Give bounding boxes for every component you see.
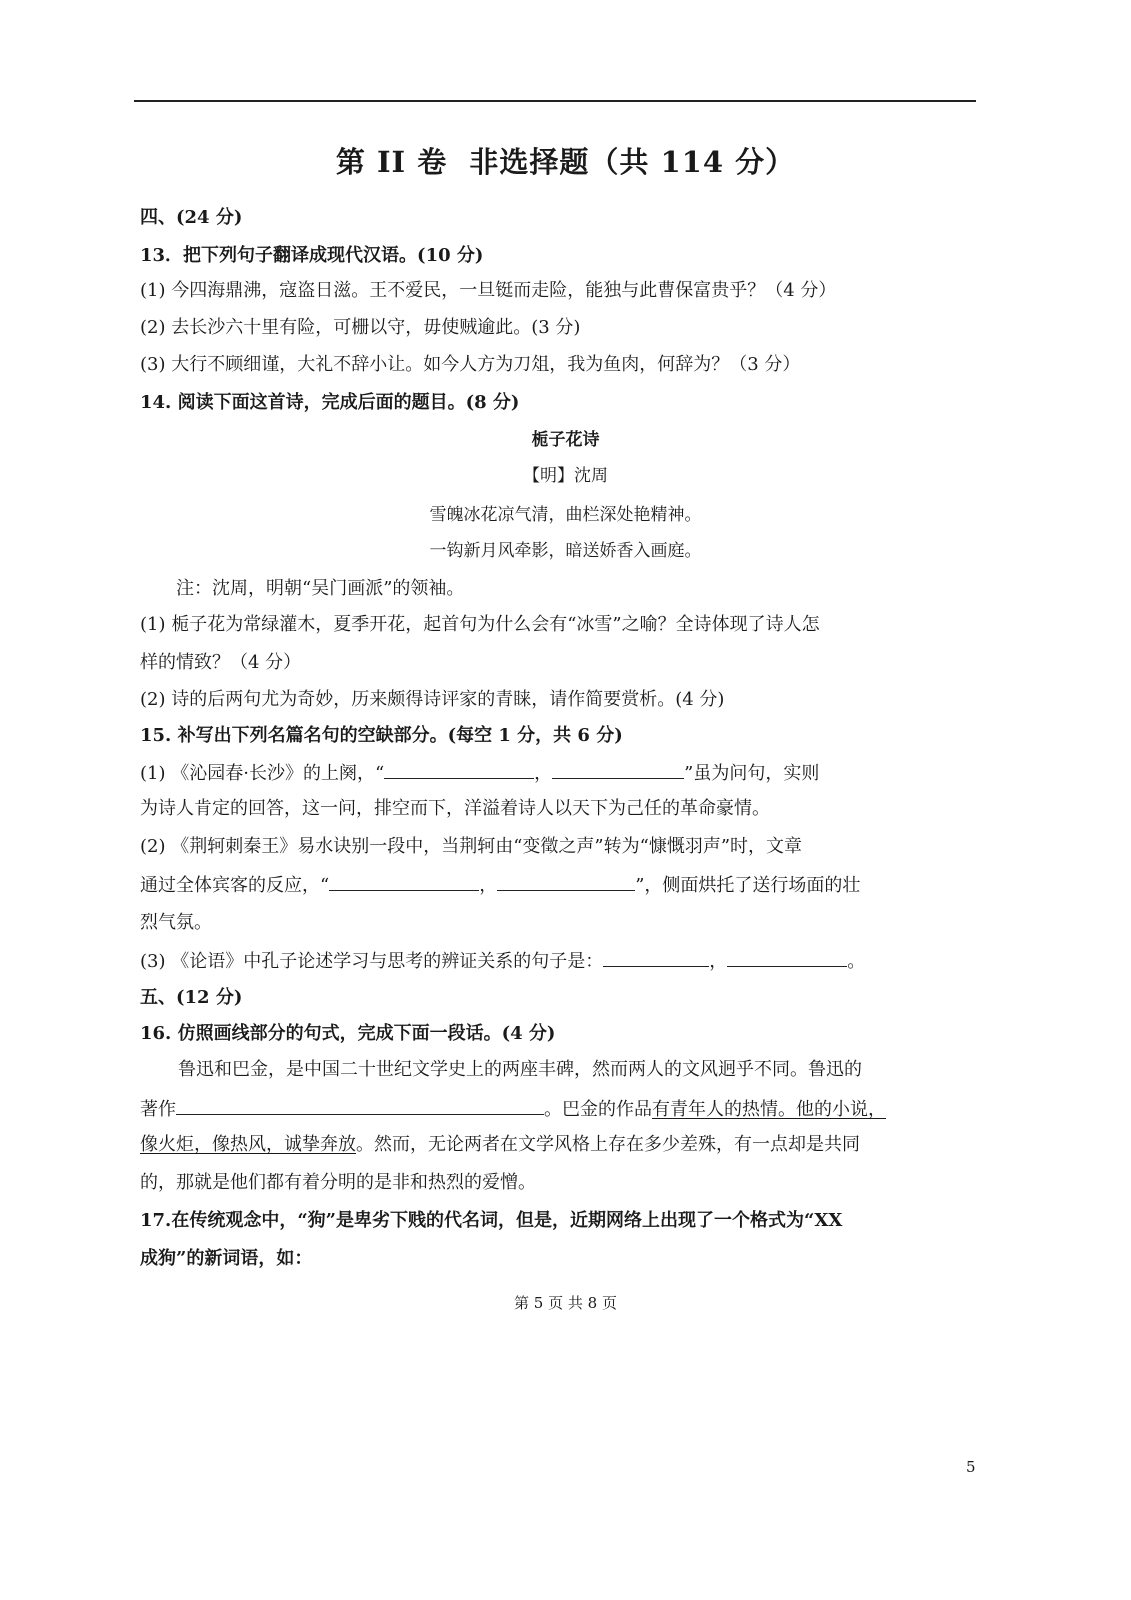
page-title: 第 II 卷 非选择题（共 114 分）: [335, 145, 796, 179]
q16-underlined-text: 有青年人的热情。他的小说，: [652, 1099, 886, 1120]
section-4-header: 四、(24 分): [140, 207, 243, 228]
q15-item-2-text-b: ”，侧面烘托了送行场面的壮: [635, 875, 861, 896]
q14-item-1: (1) 栀子花为常绿灌木，夏季开花，起首句为什么会有“冰雪”之喻？全诗体现了诗人怎: [140, 614, 820, 635]
q15-comma: ，: [709, 951, 728, 972]
q13-item-1: (1) 今四海鼎沸，寇盗日滋。王不爱民，一旦铤而走险，能独与此曹保富贵乎？（4 分）: [140, 280, 837, 301]
q15-item-3: [140, 948, 865, 974]
q17-line-2: 成狗”的新词语，如：: [140, 1248, 313, 1269]
q16-text-c: 。然而，无论两者在文学风格上存在多少差殊，有一点却是共同: [356, 1134, 860, 1155]
q16-para-line-2: [140, 1096, 886, 1122]
q15-item-3-text: (3) 《论语》中孔子论述学习与思考的辨证关系的句子是：: [140, 951, 604, 972]
q16-para-line-4: 的，那就是他们都有着分明的是非和热烈的爱憎。: [140, 1172, 536, 1193]
answer-blank[interactable]: [329, 872, 479, 891]
q15-comma: ，: [534, 763, 553, 784]
q13-item-3: (3) 大行不顾细谨，大礼不辞小让。如今人方为刀俎，我为鱼肉，何辞为？（3 分）: [140, 354, 801, 375]
section-5-header: 五、(12 分): [140, 987, 243, 1008]
top-rule: [134, 100, 976, 102]
q15-item-1-text-b: ”虽为问句，实则: [684, 763, 820, 784]
q15-period: 。: [847, 951, 866, 972]
poem-line-1: 雪魄冰花凉气清，曲栏深处艳精神。: [429, 505, 702, 525]
q16-underlined-text: 像火炬，像热风，诚挚奔放: [140, 1134, 356, 1155]
q16-para-line-1: 鲁迅和巴金，是中国二十世纪文学史上的两座丰碑，然而两人的文风迥乎不同。鲁迅的: [178, 1059, 862, 1080]
q14-item-1-cont: 样的情致？（4 分）: [140, 652, 302, 673]
q15-item-2-cont: [140, 872, 860, 898]
q15-item-1-cont: 为诗人肯定的回答，这一问，排空而下，洋溢着诗人以天下为己任的革命豪情。: [140, 798, 770, 819]
poem-author: 【明】沈周: [523, 466, 608, 486]
q13-item-2: (2) 去长沙六十里有险，可栅以守，毋使贼逾此。(3 分): [140, 317, 581, 338]
q16-text-b: 。巴金的作品: [544, 1099, 652, 1120]
poem-line-2: 一钩新月风牵影，暗送娇香入画庭。: [429, 541, 702, 561]
q15-stem: 15. 补写出下列名篇名句的空缺部分。(每空 1 分，共 6 分): [140, 725, 623, 746]
q15-item-2-text-a: 通过全体宾客的反应，“: [140, 875, 330, 896]
q16-stem: 16. 仿照画线部分的句式，完成下面一段话。(4 分): [140, 1023, 556, 1044]
answer-blank[interactable]: [727, 948, 847, 967]
page-number: 5: [966, 1458, 976, 1476]
q13-stem: 13．把下列句子翻译成现代汉语。(10 分): [140, 245, 484, 266]
q16-text-a: 著作: [140, 1099, 176, 1120]
answer-blank[interactable]: [497, 872, 635, 891]
poem-title: 栀子花诗: [531, 430, 600, 450]
q17-line-1: 17.在传统观念中，“狗”是卑劣下贱的代名词，但是，近期网络上出现了一个格式为“XX: [140, 1210, 843, 1231]
q15-item-2: (2) 《荆轲刺秦王》易水诀别一段中，当荆轲由“变徵之声”转为“慷慨羽声”时，文章: [140, 836, 803, 857]
q14-item-2: (2) 诗的后两句尤为奇妙，历来颇得诗评家的青睐，请作简要赏析。(4 分): [140, 689, 725, 710]
poem-note: 注：沈周，明朝“吴门画派”的领袖。: [176, 578, 465, 599]
page-footer: 第 5 页 共 8 页: [514, 1294, 617, 1312]
q14-stem: 14. 阅读下面这首诗，完成后面的题目。(8 分): [140, 392, 520, 413]
answer-blank[interactable]: [384, 760, 534, 779]
answer-blank[interactable]: [552, 760, 684, 779]
q15-comma: ，: [479, 875, 498, 896]
q16-para-line-3: [140, 1133, 860, 1157]
q15-item-1-text-a: (1) 《沁园春·长沙》的上阕，“: [140, 763, 385, 784]
q15-item-1: [140, 760, 819, 786]
answer-blank[interactable]: [603, 948, 709, 967]
answer-blank[interactable]: [176, 1096, 544, 1115]
q15-item-2-end: 烈气氛。: [140, 912, 212, 933]
